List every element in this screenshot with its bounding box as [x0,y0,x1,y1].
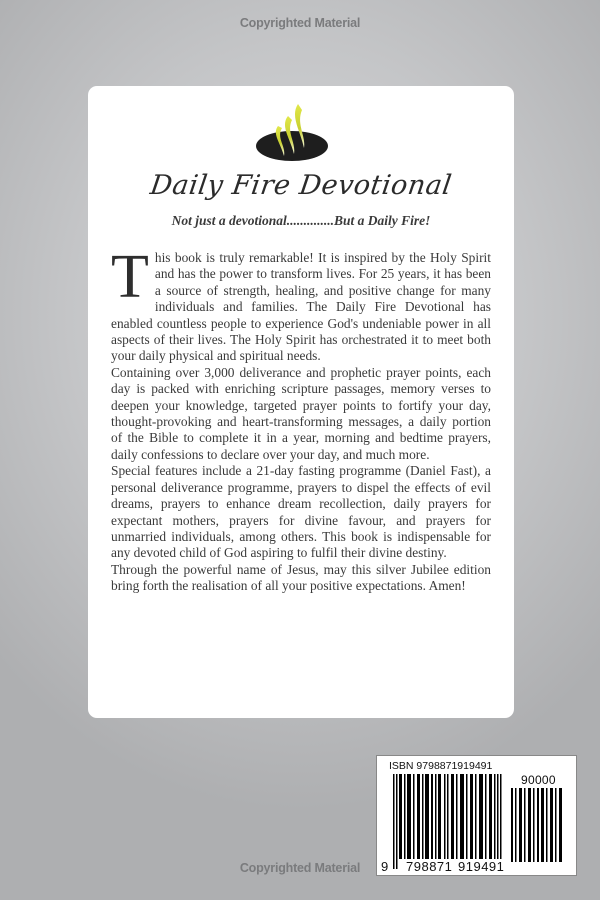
addon-bars-icon [511,788,565,862]
back-cover-card [88,86,514,718]
isbn-label: ISBN 9798871919491 [389,760,493,772]
barcode-bars-icon [393,774,503,869]
copyright-watermark-bottom: Copyrighted Material [239,861,361,875]
flame-logo-icon [252,96,332,164]
drop-cap: T [111,243,149,311]
price-addon-number: 90000 [521,773,556,787]
barcode-digits-left: 798871 [406,859,453,874]
paragraph-4: Through the powerful name of Jesus, may this silver Jubilee edition bring forth the realisation of all your positive expectations. Amen! [111,561,491,594]
copyright-watermark-top: Copyrighted Material [239,16,361,30]
isbn-barcode [376,755,577,876]
paragraph-1: This book is truly remarkable! It is inspired by the Holy Spirit and has the power to transform lives. For 25 years, it has been a source of strength, healing, and positive change for many individuals and families. The Daily Fire Devotional has enabled countless people to experience God's undeniable power in all aspects of their lives. The Holy Spirit has orchestrated it to meet both your daily physical and spiritual needs. [111,243,491,364]
paragraph-3: Special features include a 21-day fasting programme (Daniel Fast), a personal deliverance programme, prayers to dispel the effects of evil dreams, prayers to enhance dream recollection, daily prayers for expectant mothers, prayers for divine favour, and prayers for unmarried individuals, among others. This book is indispensable for any devoted child of God aspiring to fulfil their divine destiny. [111,463,491,561]
description-text [111,243,491,595]
book-title: Daily Fire Devotional [148,170,454,201]
book-tagline: Not just a devotional..............But a Daily Fire! [171,213,431,228]
barcode-digits-right: 919491 [458,859,505,874]
paragraph-2: Containing over 3,000 deliverance and prophetic prayer points, each day is packed with enriching scripture passages, memory verses to deepen your knowledge, targeted prayer points to fortify your day, thought-provoking and heart-transforming messages, a daily portion of the Bible to complete it in a year, morning and bedtime prayers, daily confessions to declare over your day, and much more. [111,364,491,462]
barcode-lead-digit: 9 [381,859,389,874]
